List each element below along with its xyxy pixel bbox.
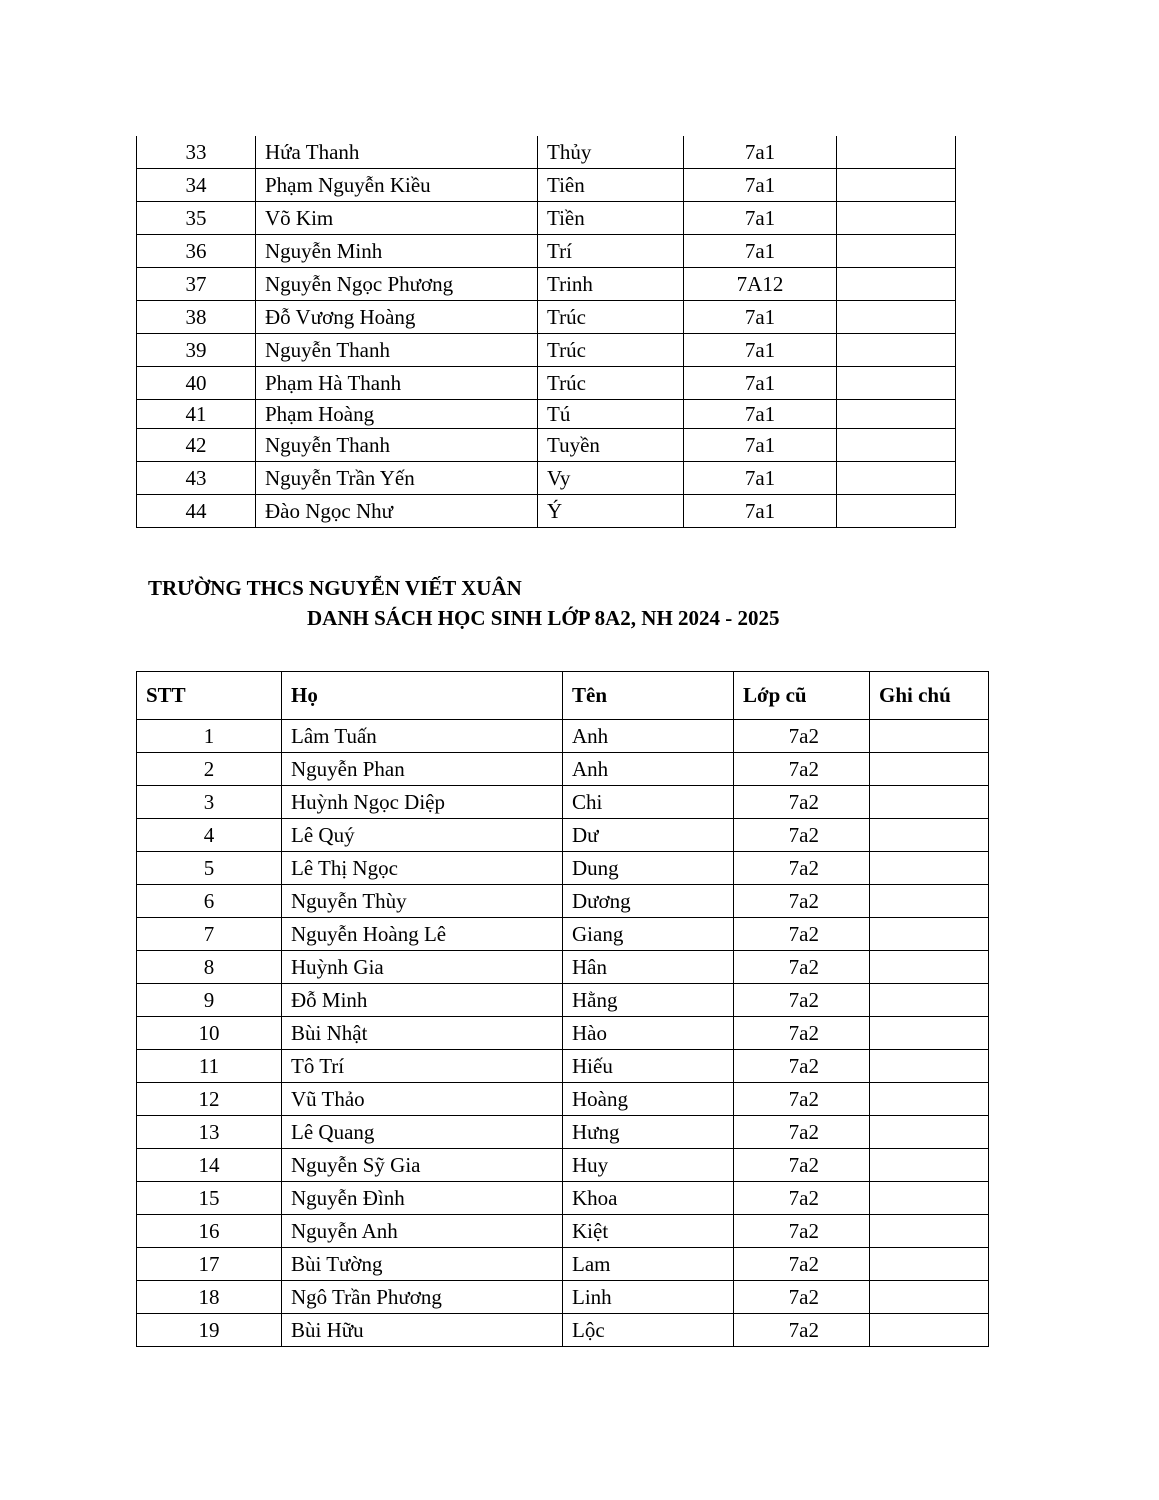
row-ghi-chu: [870, 1248, 989, 1281]
row-ten: Trúc: [538, 301, 684, 334]
row-stt: 19: [137, 1314, 282, 1347]
table-row: [137, 268, 956, 301]
row-ho: Đào Ngọc Như: [256, 495, 538, 528]
row-ten: Trí: [538, 235, 684, 268]
row-ghi-chu: [870, 1182, 989, 1215]
row-ho: Tô Trí: [282, 1050, 563, 1083]
row-stt: 11: [137, 1050, 282, 1083]
table-row: [137, 852, 989, 885]
row-ten: Lộc: [563, 1314, 734, 1347]
row-ghi-chu: [837, 429, 956, 462]
row-ghi-chu: [870, 918, 989, 951]
row-stt: 6: [137, 885, 282, 918]
row-ghi-chu: [870, 753, 989, 786]
row-ten: Dương: [563, 885, 734, 918]
table-row: [137, 400, 956, 429]
row-ghi-chu: [870, 951, 989, 984]
row-lop-cu: 7a2: [734, 1083, 870, 1116]
header-ghi-chu: Ghi chú: [870, 672, 989, 720]
table-row: [137, 819, 989, 852]
row-ghi-chu: [870, 819, 989, 852]
row-ghi-chu: [870, 1149, 989, 1182]
row-ten: Hiếu: [563, 1050, 734, 1083]
row-lop-cu: 7a1: [684, 462, 837, 495]
row-stt: 36: [137, 235, 256, 268]
row-lop-cu: 7a2: [734, 984, 870, 1017]
row-ho: Nguyễn Thanh: [256, 334, 538, 367]
row-stt: 15: [137, 1182, 282, 1215]
row-ten: Vy: [538, 462, 684, 495]
row-ghi-chu: [870, 1116, 989, 1149]
row-stt: 17: [137, 1248, 282, 1281]
row-stt: 13: [137, 1116, 282, 1149]
row-ghi-chu: [837, 301, 956, 334]
row-lop-cu: 7a2: [734, 918, 870, 951]
table-row: [137, 786, 989, 819]
row-lop-cu: 7a2: [734, 1017, 870, 1050]
table-row: [137, 495, 956, 528]
row-lop-cu: 7a2: [734, 819, 870, 852]
row-stt: 9: [137, 984, 282, 1017]
row-lop-cu: 7a2: [734, 720, 870, 753]
row-ho: Phạm Hoàng: [256, 400, 538, 429]
row-ghi-chu: [837, 169, 956, 202]
row-lop-cu: 7a1: [684, 367, 837, 400]
row-ghi-chu: [837, 400, 956, 429]
header-ho: Họ: [282, 672, 563, 720]
row-lop-cu: 7a2: [734, 1050, 870, 1083]
row-stt: 41: [137, 400, 256, 429]
row-ho: Đỗ Vương Hoàng: [256, 301, 538, 334]
table-row: [137, 720, 989, 753]
row-stt: 16: [137, 1215, 282, 1248]
row-lop-cu: 7a1: [684, 301, 837, 334]
row-lop-cu: 7a2: [734, 852, 870, 885]
row-stt: 10: [137, 1017, 282, 1050]
row-lop-cu: 7a1: [684, 334, 837, 367]
row-lop-cu: 7a1: [684, 429, 837, 462]
row-lop-cu: 7a1: [684, 400, 837, 429]
table-row: [137, 334, 956, 367]
row-ho: Nguyễn Phan: [282, 753, 563, 786]
row-ten: Tuyền: [538, 429, 684, 462]
row-ten: Thủy: [538, 136, 684, 169]
table-row: [137, 429, 956, 462]
row-ten: Hưng: [563, 1116, 734, 1149]
row-ten: Lam: [563, 1248, 734, 1281]
list-title: DANH SÁCH HỌC SINH LỚP 8A2, NH 2024 - 2025: [307, 606, 780, 630]
table-row: [137, 462, 956, 495]
row-ho: Huỳnh Gia: [282, 951, 563, 984]
table-row: [137, 1248, 989, 1281]
row-stt: 33: [137, 136, 256, 169]
row-ho: Nguyễn Ngọc Phương: [256, 268, 538, 301]
table-row: [137, 367, 956, 400]
row-ten: Anh: [563, 720, 734, 753]
row-ten: Khoa: [563, 1182, 734, 1215]
row-stt: 3: [137, 786, 282, 819]
row-ghi-chu: [870, 984, 989, 1017]
row-stt: 1: [137, 720, 282, 753]
row-ten: Tiên: [538, 169, 684, 202]
row-stt: 4: [137, 819, 282, 852]
row-ho: Ngô Trần Phương: [282, 1281, 563, 1314]
table-row: [137, 1017, 989, 1050]
row-lop-cu: 7a2: [734, 786, 870, 819]
table-row: [137, 1281, 989, 1314]
row-ten: Linh: [563, 1281, 734, 1314]
row-ten: Hân: [563, 951, 734, 984]
row-stt: 35: [137, 202, 256, 235]
row-stt: 39: [137, 334, 256, 367]
row-ho: Nguyễn Thùy: [282, 885, 563, 918]
row-stt: 12: [137, 1083, 282, 1116]
row-ten: Dư: [563, 819, 734, 852]
row-ghi-chu: [837, 462, 956, 495]
header-stt: STT: [137, 672, 282, 720]
row-ghi-chu: [870, 1017, 989, 1050]
row-ghi-chu: [870, 1215, 989, 1248]
row-ho: Nguyễn Sỹ Gia: [282, 1149, 563, 1182]
row-ho: Bùi Hữu: [282, 1314, 563, 1347]
row-stt: 40: [137, 367, 256, 400]
table-row: [137, 136, 956, 169]
row-ten: Ý: [538, 495, 684, 528]
row-ho: Huỳnh Ngọc Diệp: [282, 786, 563, 819]
table-row: [137, 984, 989, 1017]
row-ho: Nguyễn Hoàng Lê: [282, 918, 563, 951]
row-ho: Đỗ Minh: [282, 984, 563, 1017]
row-ghi-chu: [837, 136, 956, 169]
row-ghi-chu: [837, 202, 956, 235]
row-ghi-chu: [870, 1281, 989, 1314]
table-row: [137, 169, 956, 202]
row-ghi-chu: [870, 1314, 989, 1347]
row-ho: Nguyễn Trần Yến: [256, 462, 538, 495]
row-ho: Phạm Hà Thanh: [256, 367, 538, 400]
row-stt: 7: [137, 918, 282, 951]
row-stt: 38: [137, 301, 256, 334]
row-ho: Nguyễn Minh: [256, 235, 538, 268]
table-row: [137, 1149, 989, 1182]
school-name: TRƯỜNG THCS NGUYỄN VIẾT XUÂN: [148, 576, 522, 600]
row-stt: 43: [137, 462, 256, 495]
row-ten: Trúc: [538, 367, 684, 400]
row-ghi-chu: [837, 495, 956, 528]
row-ghi-chu: [870, 720, 989, 753]
row-lop-cu: 7a1: [684, 235, 837, 268]
row-stt: 37: [137, 268, 256, 301]
row-ho: Bùi Nhật: [282, 1017, 563, 1050]
table-row: [137, 951, 989, 984]
row-ho: Lâm Tuấn: [282, 720, 563, 753]
row-lop-cu: 7a2: [734, 1314, 870, 1347]
row-ghi-chu: [870, 852, 989, 885]
class-list-table-body: [137, 720, 989, 1347]
row-stt: 5: [137, 852, 282, 885]
row-ten: Kiệt: [563, 1215, 734, 1248]
row-lop-cu: 7a2: [734, 753, 870, 786]
row-ten: Giang: [563, 918, 734, 951]
previous-class-table-body: [137, 136, 956, 528]
row-stt: 42: [137, 429, 256, 462]
row-ten: Chi: [563, 786, 734, 819]
row-ho: Vũ Thảo: [282, 1083, 563, 1116]
row-ho: Bùi Tường: [282, 1248, 563, 1281]
row-ho: Lê Thị Ngọc: [282, 852, 563, 885]
row-ho: Phạm Nguyễn Kiều: [256, 169, 538, 202]
row-stt: 44: [137, 495, 256, 528]
table-row: [137, 1116, 989, 1149]
row-ten: Anh: [563, 753, 734, 786]
row-ten: Tú: [538, 400, 684, 429]
table-row: [137, 885, 989, 918]
row-lop-cu: 7a2: [734, 1248, 870, 1281]
row-ten: Huy: [563, 1149, 734, 1182]
row-ghi-chu: [837, 334, 956, 367]
row-ho: Nguyễn Anh: [282, 1215, 563, 1248]
row-stt: 14: [137, 1149, 282, 1182]
row-ten: Tiền: [538, 202, 684, 235]
table-row: [137, 1083, 989, 1116]
table-row: [137, 1314, 989, 1347]
row-ten: Hào: [563, 1017, 734, 1050]
row-stt: 34: [137, 169, 256, 202]
table-row: [137, 753, 989, 786]
row-ghi-chu: [870, 1050, 989, 1083]
row-ho: Võ Kim: [256, 202, 538, 235]
row-ghi-chu: [837, 235, 956, 268]
row-ho: Nguyễn Thanh: [256, 429, 538, 462]
row-ten: Dung: [563, 852, 734, 885]
row-lop-cu: 7a2: [734, 1116, 870, 1149]
row-lop-cu: 7a2: [734, 1281, 870, 1314]
row-ghi-chu: [837, 367, 956, 400]
row-lop-cu: 7a2: [734, 1182, 870, 1215]
header-lop-cu: Lớp cũ: [734, 672, 870, 720]
row-stt: 2: [137, 753, 282, 786]
table-row: [137, 1182, 989, 1215]
row-ho: Hứa Thanh: [256, 136, 538, 169]
row-stt: 18: [137, 1281, 282, 1314]
row-ten: Hằng: [563, 984, 734, 1017]
table-row: [137, 1050, 989, 1083]
row-ho: Nguyễn Đình: [282, 1182, 563, 1215]
row-ghi-chu: [870, 885, 989, 918]
row-lop-cu: 7a1: [684, 495, 837, 528]
table-row: [137, 1215, 989, 1248]
header-ten: Tên: [563, 672, 734, 720]
row-ghi-chu: [870, 1083, 989, 1116]
row-lop-cu: 7a1: [684, 136, 837, 169]
row-lop-cu: 7a2: [734, 951, 870, 984]
row-ho: Lê Quang: [282, 1116, 563, 1149]
row-ghi-chu: [870, 786, 989, 819]
row-ten: Trinh: [538, 268, 684, 301]
row-ten: Hoàng: [563, 1083, 734, 1116]
row-stt: 8: [137, 951, 282, 984]
table-header-row: [137, 672, 989, 720]
row-lop-cu: 7a1: [684, 169, 837, 202]
row-lop-cu: 7a2: [734, 1215, 870, 1248]
row-ghi-chu: [837, 268, 956, 301]
table-row: [137, 301, 956, 334]
previous-class-table: [136, 136, 956, 528]
row-lop-cu: 7A12: [684, 268, 837, 301]
row-lop-cu: 7a1: [684, 202, 837, 235]
row-ho: Lê Quý: [282, 819, 563, 852]
table-row: [137, 235, 956, 268]
row-lop-cu: 7a2: [734, 885, 870, 918]
row-lop-cu: 7a2: [734, 1149, 870, 1182]
class-list-table: [136, 671, 989, 1347]
table-row: [137, 918, 989, 951]
table-row: [137, 202, 956, 235]
row-ten: Trúc: [538, 334, 684, 367]
